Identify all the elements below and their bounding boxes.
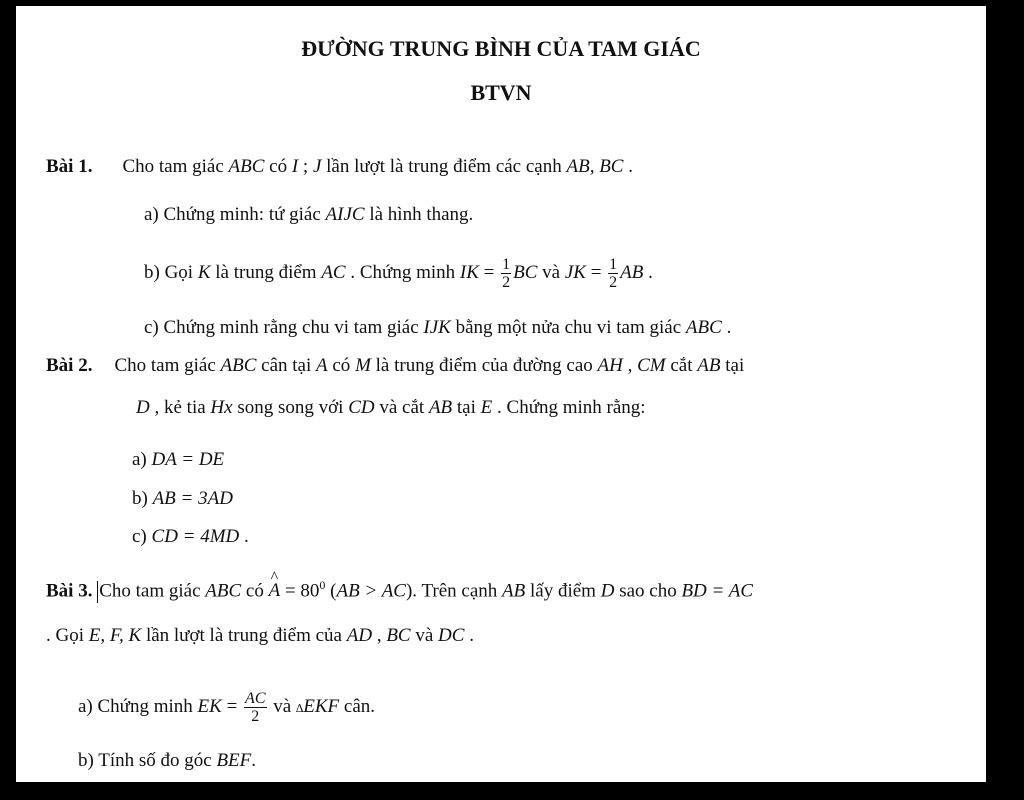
bai1-stem: Bài 1. Cho tam giác ABC có I ; J lần lượt là trung điểm các cạnh AB, BC . [46, 156, 633, 177]
bai1-part-c: c) Chứng minh rằng chu vi tam giác IJK bằng một nửa chu vi tam giác ABC . [144, 317, 732, 338]
triangle-icon: ∆ [295, 700, 304, 715]
angle-a-symbol: ^ A [269, 578, 281, 604]
bai2-part-c: c) CD = 4MD . [132, 526, 249, 547]
document-page [16, 6, 986, 782]
bai3-label: Bài 3. [46, 580, 93, 602]
fraction-one-half: $\frac{1}{2}$ [609, 256, 618, 291]
bai1-part-b: b) Gọi K là trung điểm AC . Chứng minh IK = $\frac{1}{2}$ BC và JK = $\frac{1}{2}$ AB . [144, 256, 653, 291]
bai3-stem-line1: Bài 3. Cho tam giác ABC có ^ $A = 80^0$ (AB > AC). Trên cạnh AB lấy điểm D sao cho BD = AC [46, 572, 753, 604]
bai1-part-a: a) Chứng minh: tứ giác AIJC là hình thang. [144, 204, 474, 225]
bai2-label: Bài 2. [46, 355, 93, 376]
bai2-part-a: a) DA = DE [132, 449, 225, 470]
fraction-ac-over-2: $\frac{AC}{2}$ [245, 690, 266, 725]
document-title: ĐƯỜNG TRUNG BÌNH CỦA TAM GIÁC [301, 36, 701, 61]
bai2-part-b: b) AB = 3AD [132, 488, 233, 509]
fraction-one-half: $\frac{1}{2}$ [502, 256, 511, 291]
bai3-stem-line2: . Gọi E, F, K lần lượt là trung điểm của AD , BC và DC . [46, 625, 474, 646]
bai3-part-b: b) Tính số đo góc BEF. [78, 750, 257, 771]
bai2-stem-line2: D , kẻ tia Hx song song với CD và cắt AB tại E . Chứng minh rằng: [136, 397, 646, 418]
bai2-stem-line1: Bài 2. Cho tam giác ABC cân tại A có M là trung điểm của đường cao AH , CM cắt AB tại [46, 355, 745, 376]
bai3-part-a: a) Chứng minh EK = $\frac{AC}{2}$ và ∆EKF cân. [78, 690, 376, 725]
bai1-label: Bài 1. [46, 156, 93, 177]
document-subtitle: BTVN [470, 80, 532, 105]
